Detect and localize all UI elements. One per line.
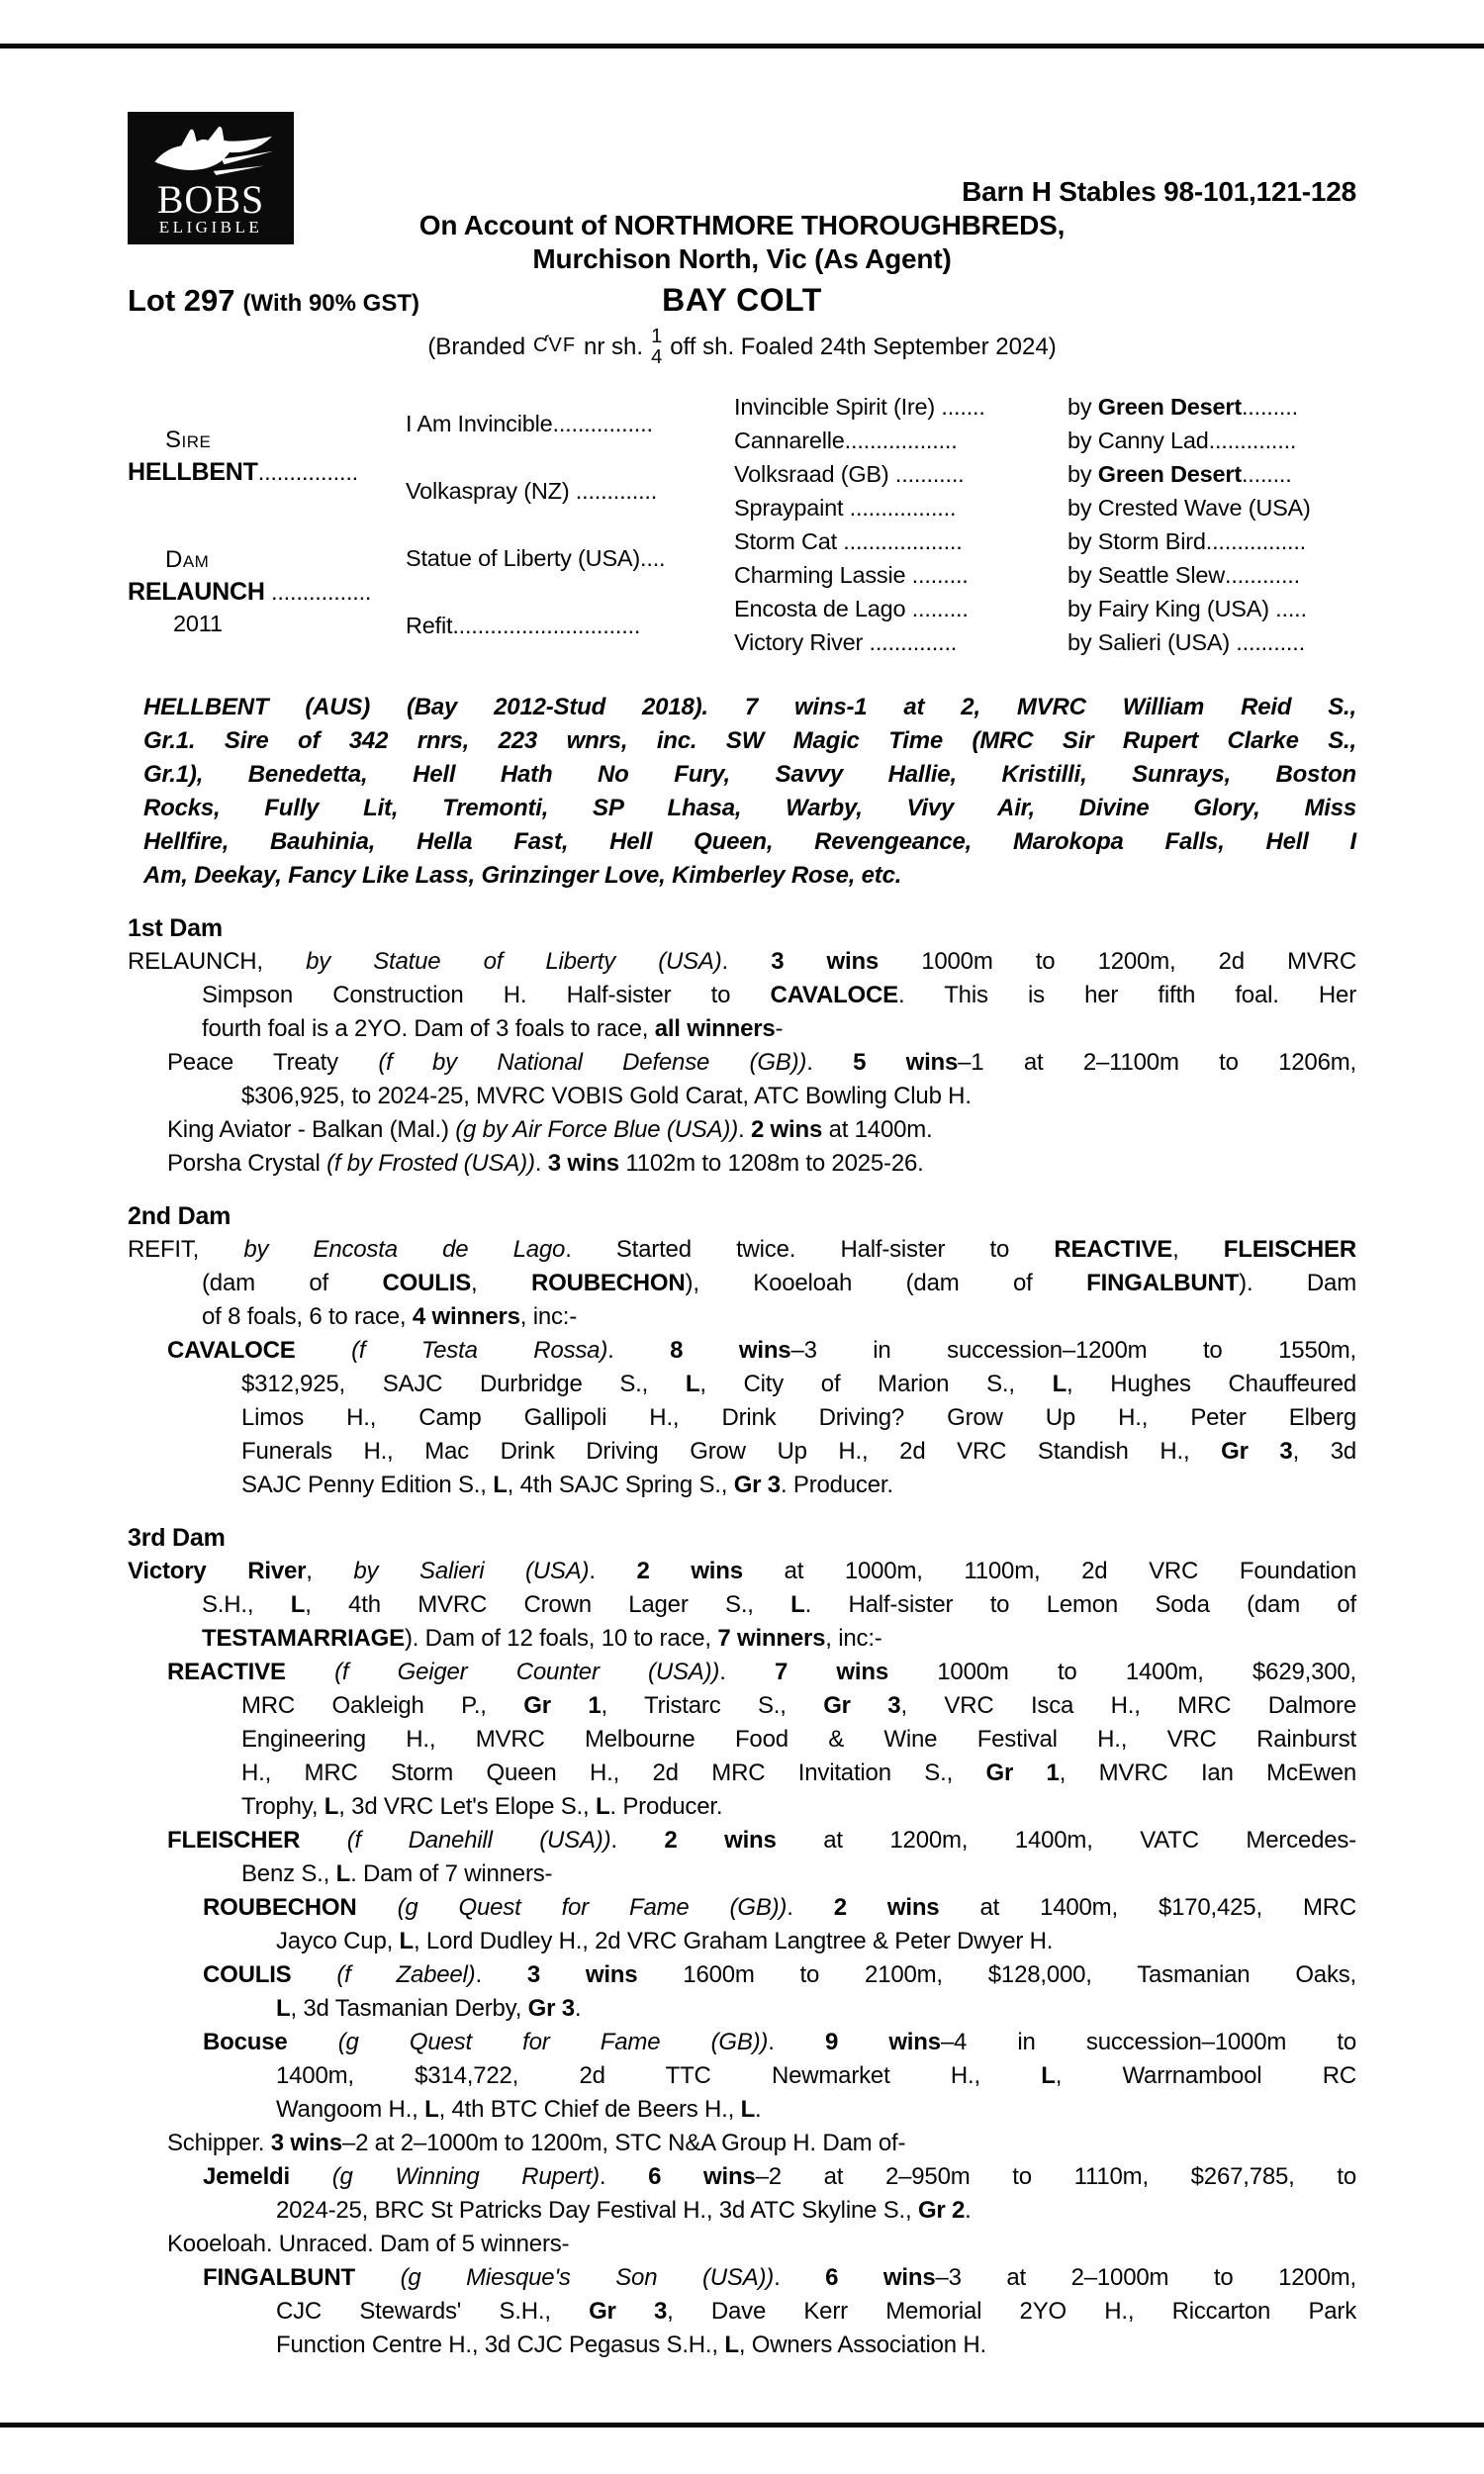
page-content [128,48,1356,2362]
text-line: King Aviator - Balkan (Mal.) (g by Air Force Blue (USA)). 2 wins at 1400m. [167,1116,933,1143]
pedigree-gen3-sire-3: by Crested Wave (USA) [1067,494,1311,521]
section-1st-dam [128,911,1356,1181]
text-line: CJC Stewards' S.H., Gr 3, Dave Kerr Memorial 2YO H., Riccarton Park [276,2298,1357,2325]
text-line: 1400m, $314,722, 2d TTC Newmarket H., L, Warrnambool RC [276,2062,1357,2089]
text-line: Benz S., L. Dam of 7 winners- [241,1860,553,1887]
text-line: REFIT, by Encosta de Lago. Started twice. Half-sister to REACTIVE, FLEISCHER [128,1236,1356,1263]
text-line: fourth foal is a 2YO. Dam of 3 foals to race, all winners- [202,1015,784,1042]
catalogue-text [128,691,1356,2362]
pedigree-gen2-2: Statue of Liberty (USA).... [406,544,666,571]
text-line: Function Centre H., 3d CJC Pegasus S.H., L, Owners Association H. [276,2331,986,2358]
pedigree-gen3-sire-4: by Storm Bird ................ [1067,527,1307,554]
text-line: Gr.1), Benedetta, Hell Hath No Fury, Savvy Hallie, Kristilli, Sunrays, Boston [143,761,1356,788]
pedigree-gen3-sire-0: by Green Desert ......... [1067,393,1298,420]
pedigree-gen2-1: Volkaspray (NZ) ............. [406,477,658,504]
text-line: Simpson Construction H. Half-sister to CAVALOCE. This is her fifth foal. Her [202,982,1356,1008]
text-line: Am, Deekay, Fancy Like Lass, Grinzinger Love, Kimberley Rose, etc. [143,862,902,889]
text-line: REACTIVE (f Geiger Counter (USA)). 7 wins 1000m to 1400m, $629,300, [167,1659,1357,1685]
sire-summary [128,691,1356,893]
dam-block: Dam RELAUNCH ................ 2011 [128,546,372,636]
text-line: Jemeldi (g Winning Rupert). 6 wins–2 at 2–950m to 1110m, $267,785, to [203,2163,1356,2190]
pedigree-gen3-sire-5: by Seattle Slew ............ [1067,561,1300,588]
animal-description: BAY COLT [662,282,822,318]
text-line: of 8 foals, 6 to race, 4 winners, inc:- [202,1303,578,1330]
brand-line [128,323,1356,372]
pedigree-gen3-sire-7: by Salieri (USA) ........... [1067,628,1305,655]
text-line: 2024-25, BRC St Patricks Day Festival H., 3d ATC Skyline S., Gr 2. [276,2197,972,2224]
text-line: ROUBECHON (g Quest for Fame (GB)). 2 wins at 1400m, $170,425, MRC [203,1894,1357,1921]
text-line: MRC Oakleigh P., Gr 1, Tristarc S., Gr 3, VRC Isca H., MRC Dalmore [241,1692,1357,1719]
text-line: FLEISCHER (f Danehill (USA)). 2 wins at 1200m, 1400m, VATC Mercedes- [167,1827,1356,1854]
pedigree-gen3-name-7: Victory River .............. [734,628,958,655]
bottom-rule [0,2423,1484,2427]
lot-row [128,282,1356,319]
brand-suffix: off sh. Foaled 24th September 2024) [670,333,1057,360]
consignor-block [128,48,1356,276]
section-heading: 3rd Dam [128,1524,226,1552]
lot-left [128,283,662,319]
section-heading: 2nd Dam [128,1202,232,1230]
logo-bobs-text: BOBS [156,177,265,222]
text-line: L, 3d Tasmanian Derby, Gr 3. [276,1995,582,2022]
location-line: Murchison North, Vic (As Agent) [532,243,952,274]
pedigree-gen3-name-4: Storm Cat ................... [734,527,963,554]
logo-eligible-text: ELIGIBLE [158,218,263,237]
brand-mark: ƇVF [533,333,577,356]
gst-note: (With 90% GST) [242,290,419,317]
text-line: Funerals H., Mac Drink Driving Grow Up H., 2d VRC Standish H., Gr 3, 3d [241,1438,1357,1465]
brand-near-shoulder: nr sh. [584,333,644,360]
text-line: FINGALBUNT (g Miesque's Son (USA)). 6 wins–3 at 2–1000m to 1200m, [203,2264,1356,2291]
text-line: Limos H., Camp Gallipoli H., Drink Driving? Grow Up H., Peter Elberg [241,1404,1356,1431]
text-line: Kooeloah. Unraced. Dam of 5 winners- [167,2231,570,2257]
section-body [128,945,1356,1181]
account-line: On Account of NORTHMORE THOROUGHBREDS, [418,210,1066,240]
text-line: Bocuse (g Quest for Fame (GB)). 9 wins–4 in succession–1000m to [203,2029,1356,2055]
barn-line: Barn H Stables 98-101,121-128 [962,176,1356,207]
text-line: Gr.1. Sire of 342 rnrs, 223 wnrs, inc. SW Magic Time (MRC Sir Rupert Clarke S., [143,727,1356,754]
text-line: HELLBENT (AUS) (Bay 2012-Stud 2018). 7 wins-1 at 2, MVRC William Reid S., [143,694,1356,720]
sire-block: Sire HELLBENT................ [128,427,358,486]
section-body [128,1233,1356,1502]
text-line: H., MRC Storm Queen H., 2d MRC Invitation S., Gr 1, MVRC Ian McEwen [241,1760,1357,1786]
text-line: Peace Treaty (f by National Defense (GB)). 5 wins–1 at 2–1100m to 1206m, [167,1049,1356,1076]
text-line: Wangoom H., L, 4th BTC Chief de Beers H., L. [276,2096,762,2123]
text-line: S.H., L, 4th MVRC Crown Lager S., L. Half-sister to Lemon Soda (dam of [202,1591,1357,1618]
text-line: Victory River, by Salieri (USA). 2 wins at 1000m, 1100m, 2d VRC Foundation [128,1558,1356,1584]
pedigree-gen3-sire-1: by Canny Lad .............. [1067,427,1297,453]
pedigree-gen3-name-6: Encosta de Lago ......... [734,595,969,621]
header [128,48,1356,372]
brand-fraction [651,327,662,368]
text-line: RELAUNCH, by Statue of Liberty (USA). 3 wins 1000m to 1200m, 2d MVRC [128,948,1356,975]
brand-fraction-top: 1 [651,326,663,347]
pedigree-gen3-name-2: Volksraad (GB) ........... [734,460,965,487]
pedigree-gen3-sire-6: by Fairy King (USA) ..... [1067,595,1307,621]
section-2nd-dam [128,1199,1356,1502]
horse-head-icon [139,118,282,179]
text-line: Engineering H., MVRC Melbourne Food & Wine Festival H., VRC Rainburst [241,1726,1356,1753]
section-heading: 1st Dam [128,914,223,942]
pedigree-table [128,390,1356,659]
text-line: $312,925, SAJC Durbridge S., L, City of Marion S., L, Hughes Chauffeured [241,1371,1356,1397]
text-line: Rocks, Fully Lit, Tremonti, SP Lhasa, Warby, Vivy Air, Divine Glory, Miss [143,795,1356,821]
text-line: (dam of COULIS, ROUBECHON), Kooeloah (dam of FINGALBUNT). Dam [202,1270,1356,1296]
bobs-logo [128,112,294,244]
pedigree-gen2-0: I Am Invincible................ [406,410,653,436]
text-line: COULIS (f Zabeel). 3 wins 1600m to 2100m, $128,000, Tasmanian Oaks, [203,1961,1357,1988]
brand-fraction-bottom: 4 [651,346,663,368]
pedigree-gen3-name-5: Charming Lassie ......... [734,561,969,588]
pedigree-gen3-sire-2: by Green Desert ........ [1067,460,1292,487]
brand-prefix: (Branded [427,333,526,360]
text-line: SAJC Penny Edition S., L, 4th SAJC Spring S., Gr 3. Producer. [241,1472,893,1498]
text-line: Hellfire, Bauhinia, Hella Fast, Hell Queen, Revengeance, Marokopa Falls, Hell I [143,828,1356,855]
lot-number: Lot 297 [128,283,235,318]
section-3rd-dam [128,1521,1356,2362]
pedigree-gen3-name-3: Spraypaint ................. [734,494,957,521]
text-line: $306,925, to 2024-25, MVRC VOBIS Gold Carat, ATC Bowling Club H. [241,1083,972,1109]
pedigree-gen3-name-0: Invincible Spirit (Ire) ....... [734,393,985,420]
text-line: Trophy, L, 3d VRC Let's Elope S., L. Producer. [241,1793,723,1820]
section-body [128,1555,1356,2362]
text-line: Jayco Cup, L, Lord Dudley H., 2d VRC Graham Langtree & Peter Dwyer H. [276,1928,1054,1954]
text-line: Porsha Crystal (f by Frosted (USA)). 3 wins 1102m to 1208m to 2025-26. [167,1150,924,1177]
pedigree-gen2-3: Refit.............................. [406,612,641,638]
pedigree-gen3-name-1: Cannarelle.................. [734,427,958,453]
text-line: Schipper. 3 wins–2 at 2–1000m to 1200m, STC N&A Group H. Dam of- [167,2130,906,2156]
text-line: TESTAMARRIAGE). Dam of 12 foals, 10 to race, 7 winners, inc:- [202,1625,882,1652]
text-line: CAVALOCE (f Testa Rossa). 8 wins–3 in succession–1200m to 1550m, [167,1337,1356,1364]
